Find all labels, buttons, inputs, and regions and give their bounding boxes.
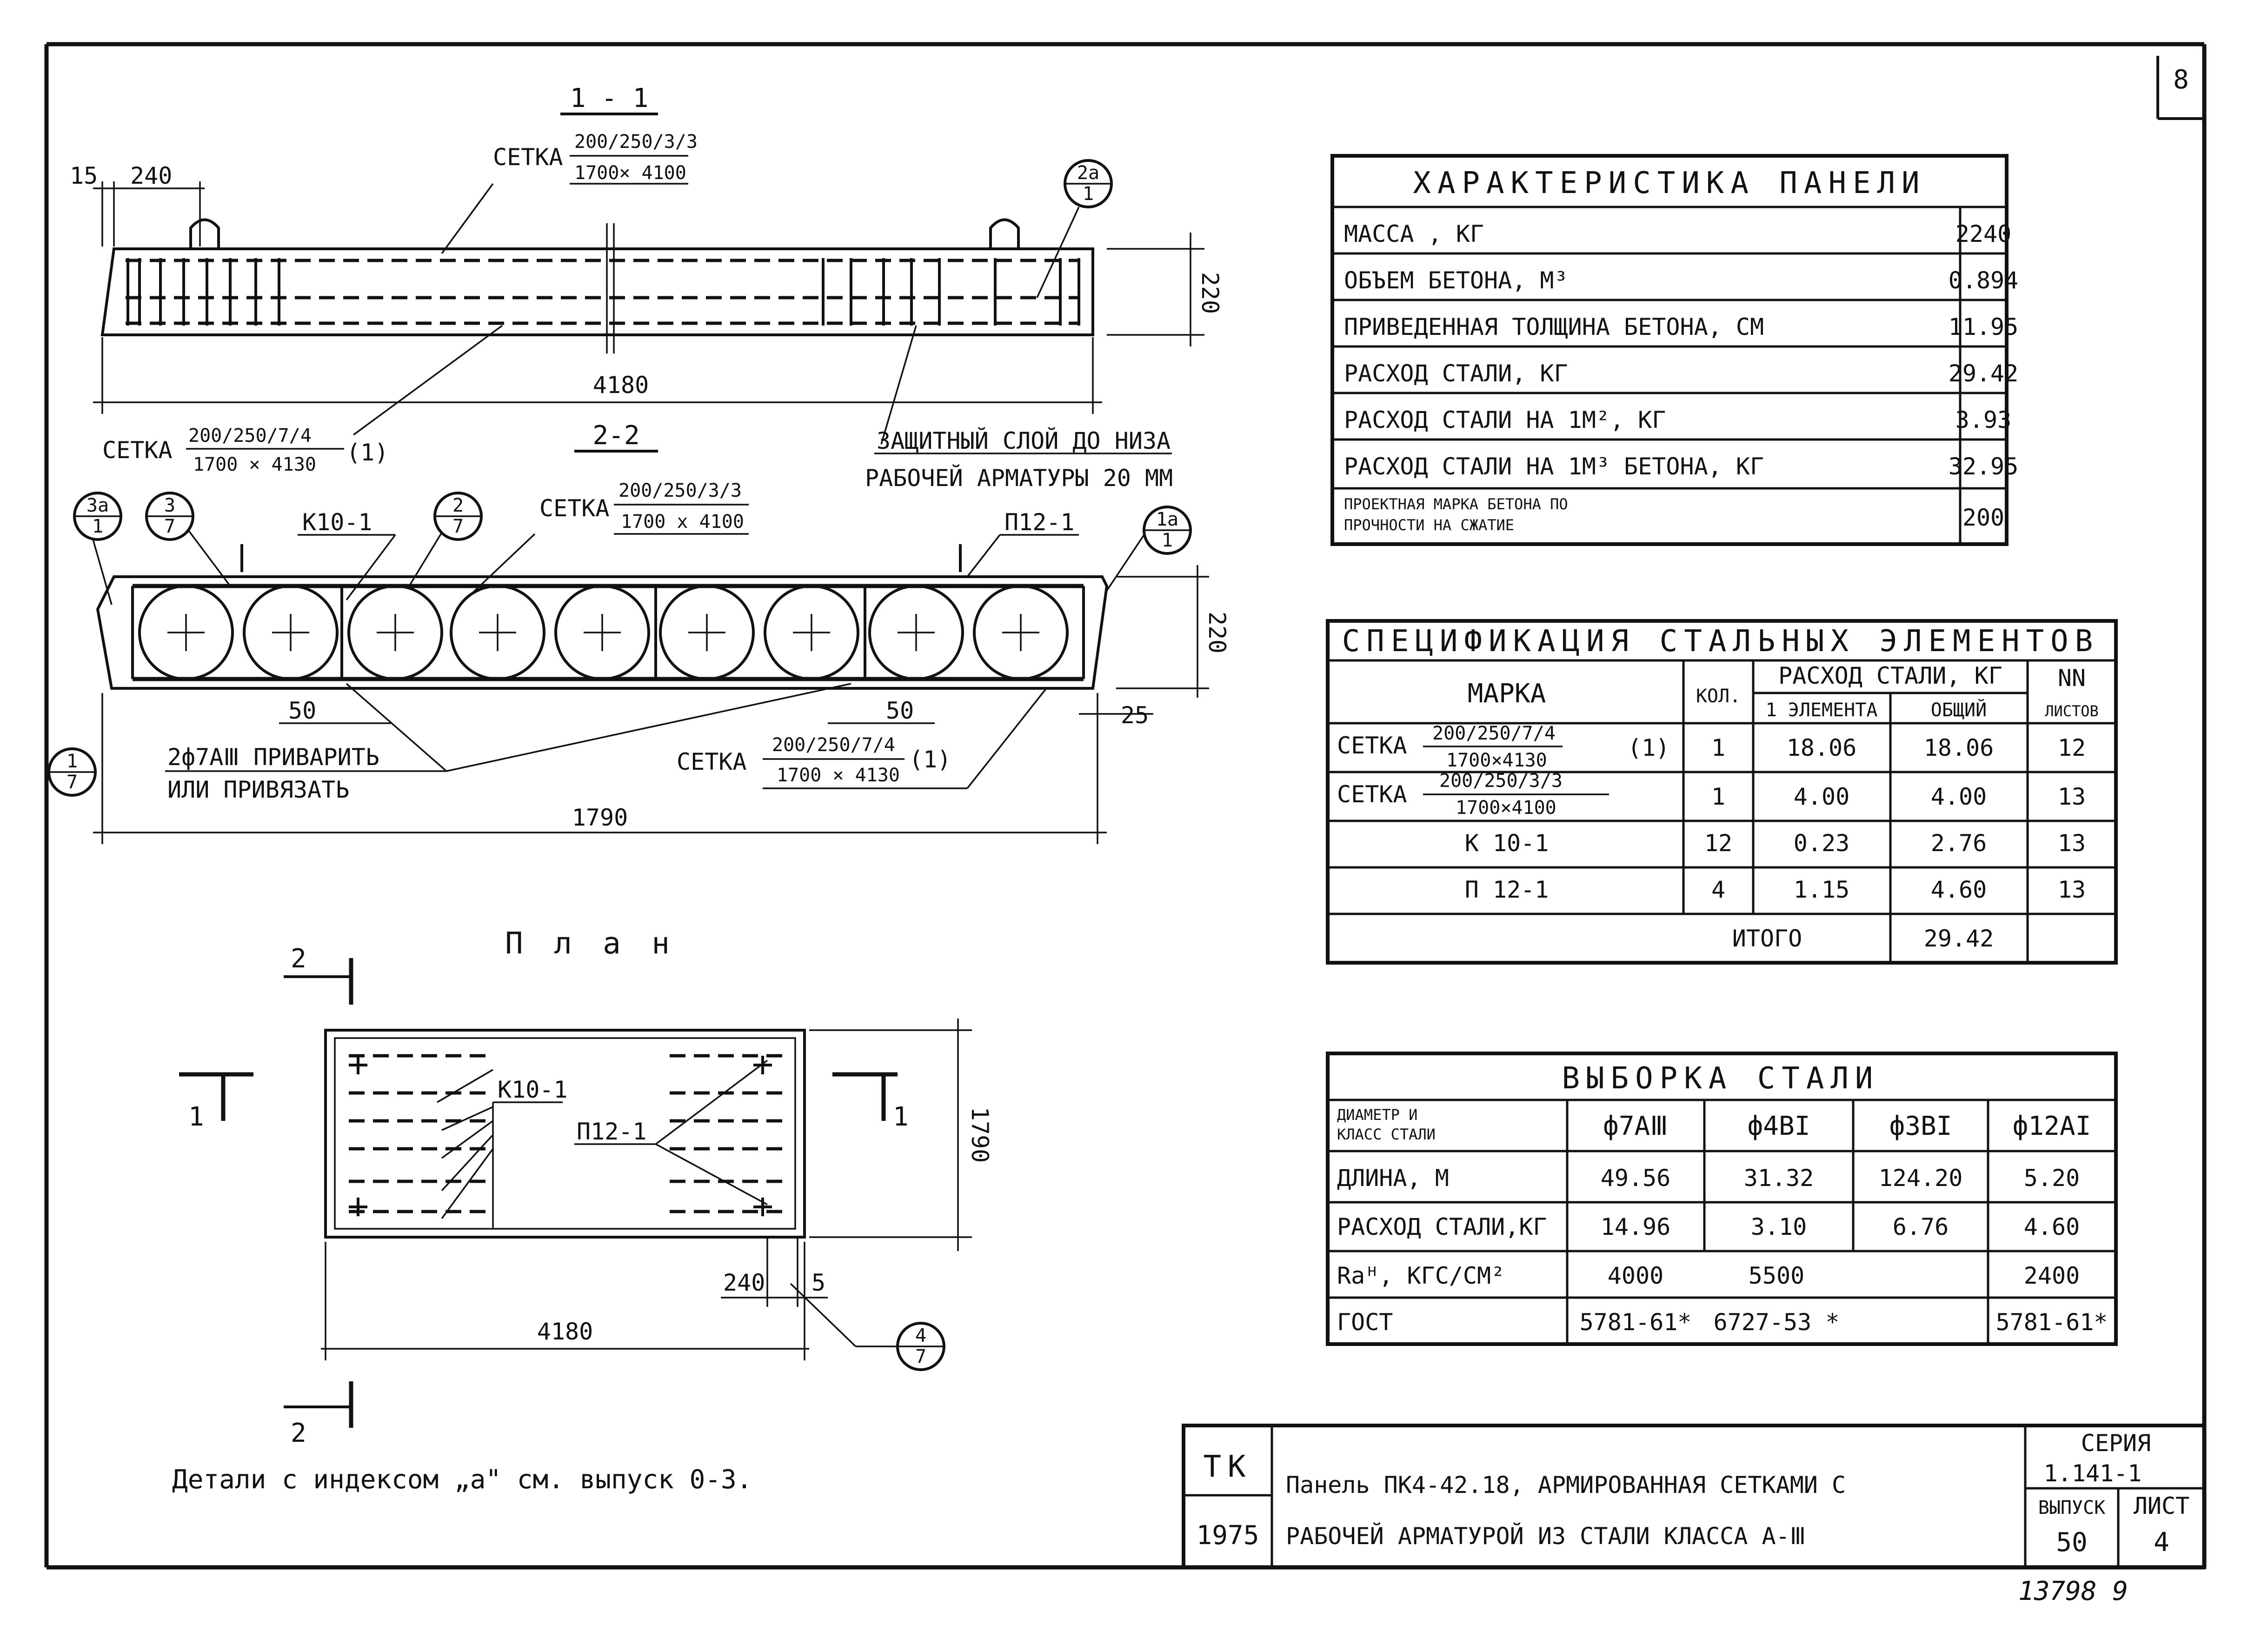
spec-title: СПЕЦИФИКАЦИЯ СТАЛЬНЫХ ЭЛЕМЕНТОВ: [1342, 624, 2100, 659]
s2-dim-50-left: 50: [288, 697, 317, 724]
char-row-value: 200: [1962, 504, 2005, 531]
s1-callout-bottom: 1: [1082, 183, 1094, 205]
s2-c4-bot: 1: [1161, 530, 1173, 551]
steel-row-label: РАСХОД СТАЛИ,КГ: [1337, 1213, 1547, 1240]
plan-label-k10: К10-1: [498, 1076, 568, 1103]
char-row-value: 11.95: [1948, 313, 2019, 340]
steel-col-header: ф3ВI: [1889, 1111, 1952, 1141]
spec-per: 1.15: [1793, 876, 1850, 903]
char-row-label: РАСХОД СТАЛИ, КГ: [1344, 360, 1568, 387]
spec-sheet: 13: [2057, 830, 2086, 857]
issue-label: ВЫПУСК: [2038, 1497, 2106, 1519]
series-label: СЕРИЯ: [2081, 1430, 2151, 1457]
s1-callout-top: 2a: [1077, 162, 1100, 184]
plan-cut2-top: 2: [291, 944, 306, 974]
title-line2: РАБОЧЕЙ АРМАТУРОЙ ИЗ СТАЛИ КЛАССА А-Ⅲ: [1286, 1523, 1806, 1550]
s1-mesh-bottom-suffix: (1): [346, 439, 389, 466]
char-row-value: 0.894: [1948, 267, 2019, 294]
spec-mesh-prefix: СЕТКА: [1337, 781, 1407, 808]
s1-mesh-top-prefix: СЕТКА: [493, 144, 563, 171]
spec-qty: 1: [1711, 783, 1726, 810]
s2-dim-220: 220: [1204, 611, 1230, 654]
steel-header-label: КЛАСС СТАЛИ: [1337, 1126, 1436, 1143]
spec-sheet: 13: [2057, 783, 2086, 810]
s2-label-p12: П12-1: [1004, 509, 1075, 536]
s1-cover-note-line2: РАБОЧЕЙ АРМАТУРЫ 20 ММ: [865, 465, 1173, 492]
spec-total: 2.76: [1930, 830, 1987, 857]
plan-dim-1790: 1790: [966, 1106, 993, 1163]
characteristics-table: [1332, 156, 2018, 544]
s2-voids: [140, 586, 1067, 679]
s1-mesh-bottom-den: 1700 × 4130: [193, 454, 316, 475]
spec-per: 4.00: [1793, 783, 1850, 810]
steel-gost-value: 5781-61*: [1995, 1309, 2108, 1336]
char-title: ХАРАКТЕРИСТИКА ПАНЕЛИ: [1413, 166, 1926, 200]
spec-header-sheets-top: NN: [2057, 665, 2086, 692]
s2-dim-1790: 1790: [572, 804, 628, 831]
steel-col-header: ф7АⅢ: [1603, 1111, 1668, 1141]
s1-mesh-bottom-num: 200/250/7/4: [188, 425, 312, 446]
spec-mesh-num: 200/250/3/3: [1439, 770, 1563, 792]
char-row-label: МАССА , КГ: [1344, 220, 1484, 247]
steel-gost-value: 5781-61*: [1579, 1309, 1692, 1336]
s2-mesh-bottom-suffix: (1): [909, 746, 951, 773]
s2-c2-bot: 7: [164, 516, 176, 537]
s1-dim-15: 15: [70, 162, 98, 189]
s2-mesh-top-prefix: СЕТКА: [539, 495, 610, 522]
char-row-label: ПРОЕКТНАЯ МАРКА БЕТОНА ПО: [1344, 495, 1568, 513]
plan-cut2-bottom: 2: [291, 1418, 306, 1448]
s2-mesh-top-den: 1700 x 4100: [621, 511, 744, 533]
s2-label-k10: К10-1: [302, 509, 372, 536]
specification-table: [1328, 621, 2116, 963]
steel-gost-value: 6727-53 *: [1713, 1309, 1840, 1336]
spec-header-sheets-bottom: ЛИСТОВ: [2045, 702, 2099, 720]
spec-mesh-prefix: СЕТКА: [1337, 732, 1407, 759]
spec-total-label: ИТОГО: [1732, 925, 1802, 952]
spec-mesh-den: 1700×4130: [1446, 750, 1547, 771]
title-block: [1184, 1426, 2204, 1567]
s1-dim-240: 240: [130, 162, 173, 189]
spec-header-mark: МАРКА: [1467, 679, 1546, 709]
title-line1: Панель ПК4-42.18, АРМИРОВАННАЯ СЕТКАМИ С: [1286, 1472, 1846, 1499]
spec-mesh-suffix: (1): [1628, 734, 1670, 761]
spec-total: 18.06: [1923, 734, 1994, 761]
char-row-label: ПРОЧНОСТИ НА СЖАТИЕ: [1344, 516, 1515, 534]
s2-c5-top: 1: [66, 751, 78, 772]
steel-cell: 6.76: [1892, 1213, 1949, 1240]
spec-per: 0.23: [1793, 830, 1850, 857]
s1-dim-220: 220: [1197, 272, 1224, 314]
section-1-title: 1 - 1: [570, 83, 649, 113]
steel-col-header: ф4ВI: [1747, 1111, 1810, 1141]
steel-col-header: ф12АI: [2012, 1111, 2091, 1141]
char-row-value: 29.42: [1948, 360, 2019, 387]
s2-c3-top: 2: [452, 495, 464, 516]
s1-cover-note-line1: ЗАЩИТНЫЙ СЛОЙ ДО НИЗА: [877, 427, 1171, 454]
s2-c3-bot: 7: [452, 516, 464, 537]
char-row-value: 32.95: [1948, 453, 2019, 480]
plan-cut1-right: 1: [893, 1102, 909, 1132]
spec-qty: 12: [1704, 830, 1733, 857]
plan-note: Детали с индексом „а" см. выпуск 0-3.: [172, 1465, 752, 1495]
char-row-label: ПРИВЕДЕННАЯ ТОЛЩИНА БЕТОНА, СМ: [1344, 313, 1764, 340]
sheet-label: ЛИСТ: [2133, 1492, 2190, 1519]
steel-title: ВЫБОРКА СТАЛИ: [1562, 1061, 1880, 1096]
char-row-label: РАСХОД СТАЛИ НА 1М³ БЕТОНА, КГ: [1344, 453, 1764, 480]
s2-mesh-bottom-num: 200/250/7/4: [772, 734, 895, 756]
steel-ra-value: 2400: [2023, 1262, 2080, 1289]
steel-gost-label: ГОСТ: [1337, 1309, 1393, 1336]
spec-total-value: 29.42: [1923, 925, 1994, 952]
spec-qty: 1: [1711, 734, 1726, 761]
s1-mesh-top-den: 1700× 4100: [574, 162, 686, 184]
plan-dim-240: 240: [723, 1269, 765, 1296]
spec-per: 18.06: [1786, 734, 1857, 761]
s2-c1-bot: 1: [92, 516, 104, 537]
s2-dim-50-right: 50: [886, 697, 914, 724]
steel-selection-table: [1328, 1053, 2116, 1344]
s2-dim-25: 25: [1121, 702, 1149, 729]
plan-label-p12: П12-1: [577, 1118, 647, 1145]
spec-sheet: 12: [2057, 734, 2086, 761]
s2-weld-note-line2: ИЛИ ПРИВЯЗАТЬ: [167, 776, 350, 803]
spec-header-per: 1 ЭЛЕМЕНТА: [1765, 699, 1878, 721]
spec-header-qty: КОЛ.: [1696, 686, 1741, 707]
spec-header-total: ОБЩИЙ: [1930, 699, 1987, 721]
s2-mesh-top-num: 200/250/3/3: [619, 480, 742, 501]
spec-total: 4.00: [1930, 783, 1987, 810]
spec-mark: П 12-1: [1464, 876, 1549, 903]
plan-cut1-left: 1: [188, 1102, 204, 1132]
steel-cell: 14.96: [1600, 1213, 1671, 1240]
series-value: 1.141-1: [2043, 1460, 2142, 1487]
char-row-label: РАСХОД СТАЛИ НА 1М², КГ: [1344, 406, 1666, 433]
steel-cell: 124.20: [1878, 1165, 1963, 1192]
spec-mesh-den: 1700×4100: [1456, 797, 1556, 819]
plan-view: [172, 926, 993, 1495]
title-year: 1975: [1196, 1520, 1259, 1551]
plan-title: П л а н: [505, 926, 676, 961]
plan-dim-4180: 4180: [537, 1318, 593, 1345]
steel-row-label: ДЛИНА, М: [1337, 1165, 1449, 1192]
title-org: ТК: [1203, 1450, 1252, 1484]
s1-mesh-top-num: 200/250/3/3: [574, 131, 698, 153]
page-number: 8: [2173, 65, 2189, 95]
issue-value: 50: [2056, 1527, 2088, 1558]
spec-header-consumption: РАСХОД СТАЛИ, КГ: [1778, 662, 2002, 689]
s2-mesh-bottom-den: 1700 × 4130: [777, 765, 900, 786]
s1-dim-4180: 4180: [592, 372, 649, 399]
spec-mesh-num: 200/250/7/4: [1432, 723, 1556, 744]
char-row-label: ОБЪЕМ БЕТОНА, М³: [1344, 267, 1568, 294]
sheet-frame: [47, 44, 2204, 1567]
section-2-title: 2-2: [592, 420, 640, 451]
s2-c2-top: 3: [164, 495, 176, 516]
steel-cell: 5.20: [2023, 1165, 2080, 1192]
section-1-1: [70, 83, 1224, 492]
steel-header-label: ДИАМЕТР И: [1337, 1106, 1418, 1124]
s2-c4-top: 1a: [1156, 509, 1179, 530]
steel-cell: 31.32: [1743, 1165, 1814, 1192]
char-row-value: 2240: [1955, 220, 2012, 247]
spec-sheet: 13: [2057, 876, 2086, 903]
char-row-value: 3.93: [1955, 406, 2012, 433]
spec-qty: 4: [1711, 876, 1726, 903]
plan-callout-top: 4: [915, 1325, 927, 1346]
steel-cell: 4.60: [2023, 1213, 2080, 1240]
steel-ra-value: 4000: [1607, 1262, 1664, 1289]
steel-cell: 3.10: [1750, 1213, 1807, 1240]
s1-mesh-bottom-prefix: СЕТКА: [102, 437, 173, 464]
s2-c5-bot: 7: [66, 772, 78, 793]
spec-total: 4.60: [1930, 876, 1987, 903]
plan-callout-bottom: 7: [915, 1346, 927, 1367]
stamp-number: 13798 9: [2018, 1576, 2128, 1606]
steel-ra-label: Raᴴ, КГС/СМ²: [1337, 1262, 1505, 1289]
s2-c1-top: 3a: [86, 495, 109, 516]
steel-ra-value: 5500: [1748, 1262, 1805, 1289]
s2-weld-note-line1: 2ф7АⅢ ПРИВАРИТЬ: [167, 744, 379, 771]
spec-mark: К 10-1: [1464, 830, 1549, 857]
sheet-value: 4: [2154, 1527, 2169, 1558]
steel-cell: 49.56: [1600, 1165, 1671, 1192]
s2-mesh-bottom-prefix: СЕТКА: [677, 748, 747, 775]
plan-dim-5: 5: [811, 1269, 826, 1296]
